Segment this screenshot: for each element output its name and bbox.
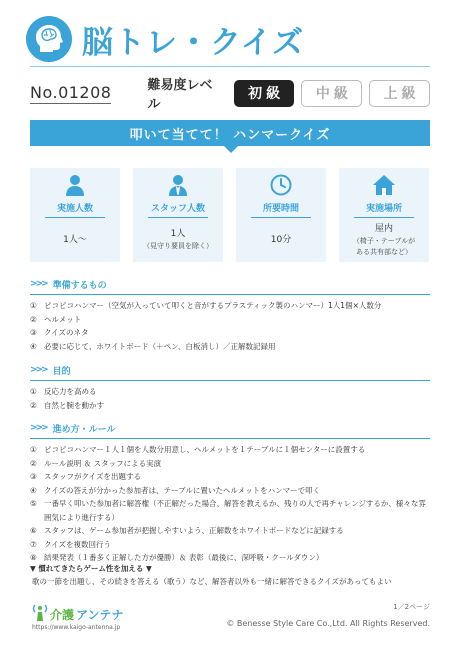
- section-heading: 準備するもの: [52, 280, 107, 291]
- level-advanced-badge: 上級: [369, 80, 430, 107]
- list-item: ① 反応力を高める: [30, 387, 97, 396]
- level-row: [30, 78, 430, 112]
- participants-card: [30, 168, 120, 262]
- person-icon: [64, 173, 86, 197]
- list-item: ① ピコピコハンマー１人１個を人数分用意し、ヘルメットを１テーブルに１個センターに設置する: [30, 445, 366, 454]
- clock-icon: [270, 173, 292, 197]
- section-preparation: [30, 276, 430, 353]
- rules-list: [30, 443, 430, 565]
- site-url-link[interactable]: https://www.kaigo-antenna.jp: [32, 624, 121, 631]
- location-card: [339, 168, 429, 262]
- list-item: ⑤ 一番早く叩いた参加者に解答権（不正解だった場合、解答を教えるか、残りの人で再チャレンジするか、様々な雰囲気により進行する）: [30, 499, 426, 522]
- section-rules: [30, 420, 430, 565]
- card-title: スタッフ人数: [150, 204, 205, 214]
- staff-icon: [167, 173, 189, 197]
- card-value: 屋内: [374, 223, 393, 234]
- logo-antenna-text: アンテナ: [76, 607, 124, 622]
- brand-header: [26, 16, 304, 62]
- tip-text: 歌の一節を出題し、その続きを答える（歌う）など、解答者以外も一緒に解答できるクイズがあってもよい: [32, 577, 392, 586]
- card-value: 1人〜: [63, 234, 87, 245]
- chevron-right-icon: >>>: [30, 365, 47, 375]
- list-item: ④ クイズの答えが分かった参加者は、テーブルに置いたヘルメットをハンマーで叩く: [30, 485, 321, 495]
- brain-head-icon: [26, 16, 72, 62]
- chevron-right-icon: >>>: [30, 279, 47, 289]
- logo-kaigo-text: 介護: [50, 607, 75, 622]
- page-title: 脳トレ・クイズ: [82, 24, 305, 61]
- list-item: ② ヘルメット: [30, 314, 82, 324]
- page-number: 1／2ページ: [393, 603, 430, 611]
- level-beginner-badge: 初級: [234, 80, 295, 107]
- list-item: ① ピコピコハンマー（空気が入っていて叩くと音がするプラスティック製のハンマー）1人1個×人数分: [30, 301, 382, 310]
- list-item: ③ クイズのネタ: [30, 328, 89, 337]
- list-item: ③ スタッフがクイズを出題する: [30, 472, 142, 481]
- card-title: 実施人数: [56, 204, 93, 214]
- kaigo-antenna-logo[interactable]: [32, 603, 124, 625]
- copyright-notice: © Benesse Style Care Co.,Ltd. All Rights Reserved.: [226, 619, 430, 628]
- quiz-number: No.01208: [30, 82, 112, 102]
- tip-heading: ▼ 慣れてきたらゲーム性を加える ▼: [30, 564, 152, 573]
- house-icon: [372, 173, 396, 197]
- list-item: ⑥ スタッフは、ゲーム参加者が把握しやすいよう、正解数をホワイトボードなどに記録する: [30, 526, 344, 535]
- duration-card: [236, 168, 326, 262]
- list-item: ⑦ クイズを複数回行う: [30, 539, 112, 549]
- banner-pointer: [224, 146, 238, 153]
- section-heading: 目的: [52, 366, 71, 377]
- prep-list: [30, 299, 430, 353]
- quiz-title-banner: 叩いて当てて！ ハンマークイズ: [30, 120, 430, 146]
- difficulty-label: 難易度レベル: [147, 78, 213, 112]
- chevron-right-icon: >>>: [30, 423, 47, 433]
- list-item: ② ルール説明 ＆ スタッフによる実演: [30, 458, 162, 468]
- card-value: 1人: [170, 229, 186, 239]
- section-purpose: [30, 362, 430, 412]
- card-title: 所要時間: [262, 204, 299, 214]
- staff-card: [133, 168, 223, 262]
- section-heading: 進め方・ルール: [52, 424, 116, 435]
- level-intermediate-badge: 中級: [301, 80, 362, 107]
- card-subtext: （椅子・テーブルが ある共有部など）: [352, 236, 416, 256]
- header-divider: [30, 66, 430, 67]
- card-value: 10分: [270, 234, 292, 245]
- list-item: ⑧ 結果発表（１番多く正解した方が優勝）＆ 表彰（最後に、深呼吸・クールダウン）: [30, 553, 324, 562]
- info-cards: [30, 168, 429, 262]
- purpose-list: [30, 385, 430, 412]
- card-title: 実施場所: [365, 204, 402, 214]
- antenna-person-icon: [32, 603, 48, 625]
- card-subtext: （見守り要員を除く）: [143, 242, 213, 250]
- list-item: ④ 必要に応じて、ホワイトボード（＋ペン、白板消し）／正解数記録用: [30, 341, 276, 351]
- list-item: ② 自然と腕を動かす: [30, 400, 104, 410]
